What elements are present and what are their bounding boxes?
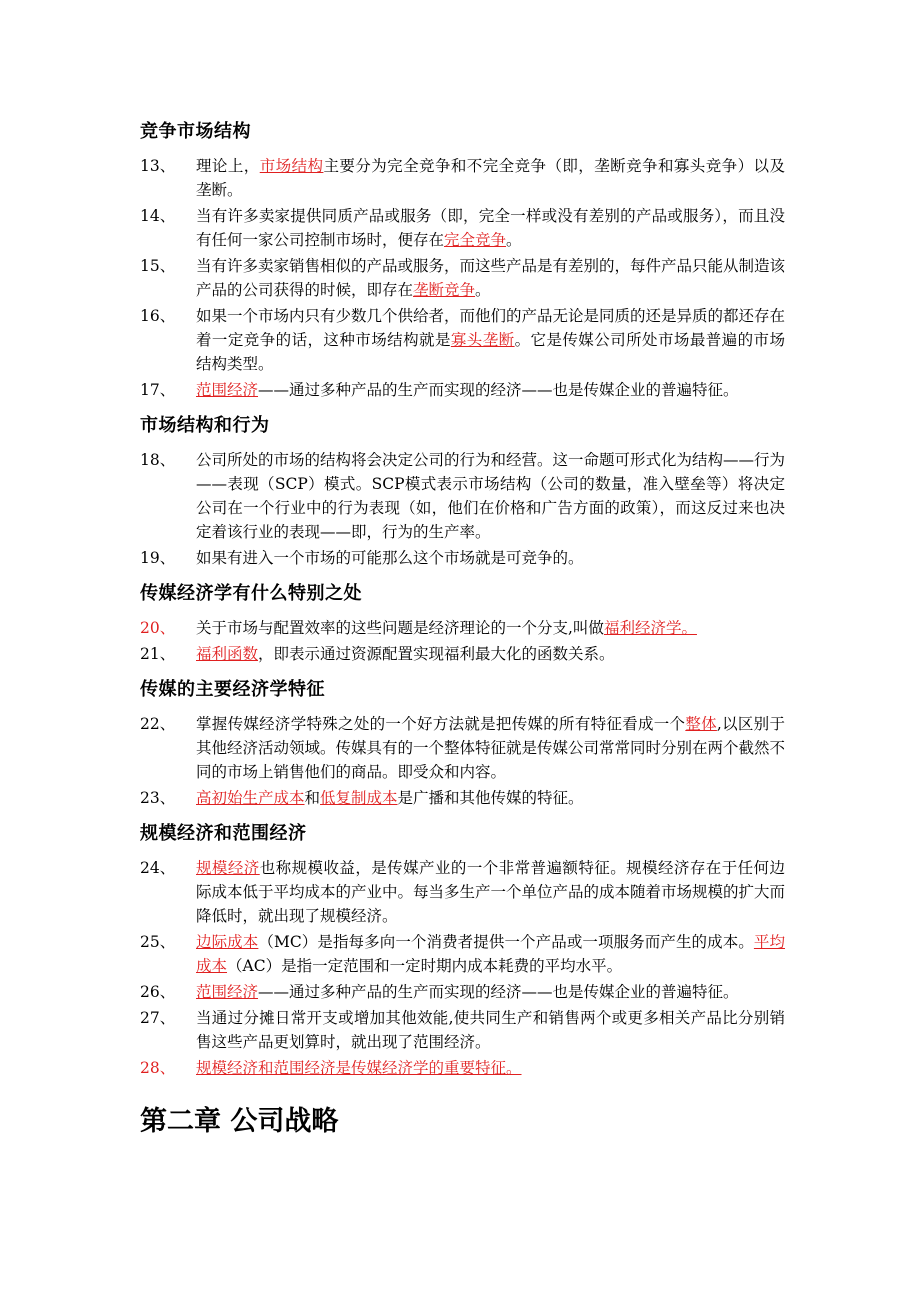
item-number: 28、 bbox=[140, 1059, 176, 1077]
list-item bbox=[140, 1006, 785, 1054]
list-item bbox=[140, 154, 785, 202]
item-text: 当有许多卖家销售相似的产品或服务，而这些产品是有差别的，每件产品只能从制造该产品的公司获得的时候，即存在垄断竞争。 bbox=[196, 257, 786, 299]
item-number: 25、 bbox=[140, 933, 176, 951]
highlighted-term: 范围经济 bbox=[196, 381, 259, 399]
item-number: 19、 bbox=[140, 549, 176, 567]
list-item bbox=[140, 786, 785, 810]
item-number: 13、 bbox=[140, 157, 176, 175]
item-number: 15、 bbox=[140, 257, 176, 275]
list-item bbox=[140, 204, 785, 252]
item-text: 当通过分摊日常开支或增加其他效能,使共同生产和销售两个或更多相关产品比分别销售这些产品更划算时，就出现了范围经济。 bbox=[196, 1009, 785, 1051]
item-number: 21、 bbox=[140, 645, 176, 663]
item-number: 23、 bbox=[140, 789, 176, 807]
item-text: 理论上，市场结构主要分为完全竞争和不完全竞争（即，垄断竞争和寡头竞争）以及垄断。 bbox=[196, 157, 785, 199]
highlighted-term: 寡头垄断 bbox=[450, 331, 515, 349]
chapter-title: 第二章 公司战略 bbox=[140, 1106, 339, 1137]
item-text: 边际成本（MC）是指每多向一个消费者提供一个产品或一项服务而产生的成本。平均成本（AC）是指一定范围和一定时期内成本耗费的平均水平。 bbox=[196, 933, 785, 975]
item-text: 福利函数，即表示通过资源配置实现福利最大化的函数关系。 bbox=[196, 645, 615, 663]
item-text: 范围经济——通过多种产品的生产而实现的经济——也是传媒企业的普遍特征。 bbox=[196, 381, 739, 399]
highlighted-term: 整体 bbox=[685, 715, 717, 733]
item-number: 26、 bbox=[140, 983, 176, 1001]
item-text: 规模经济和范围经济是传媒经济学的重要特征。 bbox=[196, 1059, 522, 1077]
list-item bbox=[140, 642, 785, 666]
list-item bbox=[140, 980, 785, 1004]
highlighted-term: 范围经济 bbox=[196, 983, 259, 1001]
item-text: 掌握传媒经济学特殊之处的一个好方法就是把传媒的所有特征看成一个整体,以区别于其他经济活动领域。传媒具有的一个整体特征就是传媒公司常常同时分别在两个截然不同的市场上销售他们的商品。即受众和内容。 bbox=[196, 715, 786, 781]
item-number: 14、 bbox=[140, 207, 176, 225]
item-number: 20、 bbox=[140, 619, 176, 637]
section-heading: 竞争市场结构 bbox=[140, 121, 251, 142]
highlighted-term: 完全竞争 bbox=[444, 231, 507, 249]
list-item bbox=[140, 930, 785, 978]
item-text: 当有许多卖家提供同质产品或服务（即，完全一样或没有差别的产品或服务），而且没有任何一家公司控制市场时，便存在完全竞争。 bbox=[196, 207, 785, 249]
item-text: 关于市场与配置效率的这些问题是经济理论的一个分支,叫做福利经济学。 bbox=[196, 619, 697, 637]
highlighted-term: 垄断竞争 bbox=[413, 281, 476, 299]
highlighted-term: 市场结构 bbox=[259, 157, 324, 175]
item-text: 如果有进入一个市场的可能那么这个市场就是可竞争的。 bbox=[196, 549, 584, 567]
list-item bbox=[140, 712, 785, 784]
list-item bbox=[140, 378, 785, 402]
item-text: 规模经济也称规模收益，是传媒产业的一个非常普遍额特征。规模经济存在于任何边际成本低于平均成本的产业中。每当多生产一个单位产品的成本随着市场规模的扩大而降低时，就出现了规模经济。 bbox=[196, 859, 786, 925]
list-item bbox=[140, 304, 785, 376]
section-heading: 市场结构和行为 bbox=[140, 415, 270, 436]
section-heading: 传媒经济学有什么特别之处 bbox=[140, 583, 362, 604]
item-text: 公司所处的市场的结构将会决定公司的行为和经营。这一命题可形式化为结构——行为——表现（SCP）模式。SCP模式表示市场结构（公司的数量，准入壁垒等）将决定公司在一个行业中的行为表现（如，他们在价格和广告方面的政策），而这反过来也决定着该行业的表现——即，行为的生产率。 bbox=[196, 451, 786, 541]
highlighted-term: 高初始生产成本 bbox=[196, 789, 305, 807]
highlighted-term: 低复制成本 bbox=[320, 789, 398, 807]
highlighted-term: 福利函数 bbox=[196, 645, 259, 663]
item-number: 16、 bbox=[140, 307, 176, 325]
highlighted-term: 平均成本 bbox=[196, 933, 785, 975]
list-item bbox=[140, 546, 785, 570]
document-body bbox=[140, 118, 785, 1140]
item-text: 范围经济——通过多种产品的生产而实现的经济——也是传媒企业的普遍特征。 bbox=[196, 983, 739, 1001]
section-heading: 规模经济和范围经济 bbox=[140, 823, 307, 844]
list-item bbox=[140, 856, 785, 928]
highlighted-term: 边际成本 bbox=[196, 933, 259, 951]
item-text: 如果一个市场内只有少数几个供给者，而他们的产品无论是同质的还是异质的都还存在着一定竞争的话，这种市场结构就是寡头垄断。它是传媒公司所处市场最普遍的市场结构类型。 bbox=[196, 307, 786, 373]
item-number: 27、 bbox=[140, 1009, 176, 1027]
list-item bbox=[140, 1056, 785, 1080]
item-text: 高初始生产成本和低复制成本是广播和其他传媒的特征。 bbox=[196, 789, 584, 807]
list-item bbox=[140, 254, 785, 302]
list-item bbox=[140, 448, 785, 544]
item-number: 17、 bbox=[140, 381, 176, 399]
highlighted-term: 规模经济 bbox=[196, 859, 260, 877]
section-heading: 传媒的主要经济学特征 bbox=[140, 679, 325, 700]
item-number: 24、 bbox=[140, 859, 176, 877]
item-number: 22、 bbox=[140, 715, 176, 733]
item-number: 18、 bbox=[140, 451, 176, 469]
highlighted-term: 福利经济学。 bbox=[603, 619, 697, 637]
list-item bbox=[140, 616, 785, 640]
